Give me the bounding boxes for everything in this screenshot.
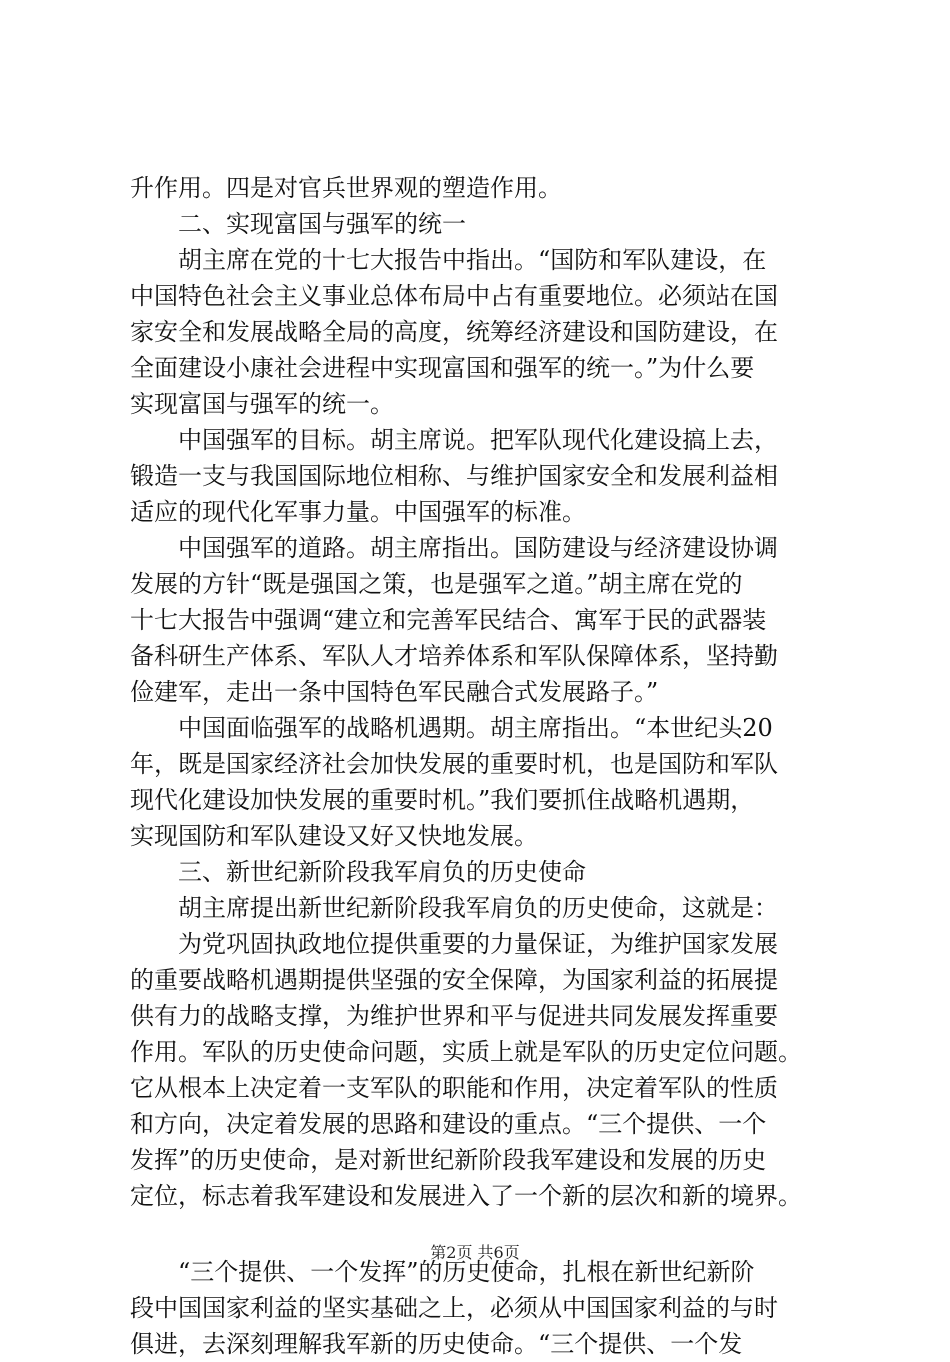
text-line: 它从根本上决定着一支军队的职能和作用，决定着军队的性质 — [130, 1074, 778, 1102]
paragraph — [130, 710, 845, 854]
text-line: 俱进，去深刻理解我军新的历史使命。“三个提供、一个发 — [130, 1330, 743, 1358]
paragraph — [130, 926, 845, 1214]
text-line: 中国面临强军的战略机遇期。胡主席指出。“本世纪头20 — [178, 714, 773, 742]
paragraph — [130, 890, 845, 926]
text-line: 适应的现代化军事力量。中国强军的标准。 — [130, 498, 586, 526]
text-line: 升作用。四是对官兵世界观的塑造作用。 — [130, 174, 562, 202]
text-line: 年，既是国家经济社会加快发展的重要时机，也是国防和军队 — [130, 750, 778, 778]
text-line: 中国特色社会主义事业总体布局中占有重要地位。必须站在国 — [130, 282, 778, 310]
text-line: 的重要战略机遇期提供坚强的安全保障，为国家利益的拓展提 — [130, 966, 778, 994]
text-line: 中国强军的目标。胡主席说。把军队现代化建设搞上去， — [178, 426, 778, 454]
text-line: 供有力的战略支撑，为维护世界和平与促进共同发展发挥重要 — [130, 1002, 778, 1030]
text-line: 定位，标志着我军建设和发展进入了一个新的层次和新的境界。 — [130, 1182, 802, 1210]
text-line: 俭建军，走出一条中国特色军民融合式发展路子。” — [130, 678, 659, 706]
paragraph — [130, 530, 845, 710]
text-line: 实现国防和军队建设又好又快地发展。 — [130, 822, 538, 850]
text-line: 锻造一支与我国国际地位相称、与维护国家安全和发展利益相 — [130, 462, 778, 490]
text-line: 二、实现富国与强军的统一 — [178, 210, 466, 238]
paragraph — [130, 242, 845, 422]
paragraph — [130, 1254, 845, 1362]
paragraph — [130, 854, 845, 890]
paragraph — [130, 206, 845, 242]
text-line: 十七大报告中强调“建立和完善军民结合、寓军于民的武器装 — [130, 606, 767, 634]
text-line: 全面建设小康社会进程中实现富国和强军的统一。”为什么要 — [130, 354, 755, 382]
text-line: 中国强军的道路。胡主席指出。国防建设与经济建设协调 — [178, 534, 778, 562]
text-line: 实现富国与强军的统一。 — [130, 390, 394, 418]
text-line: 作用。军队的历史使命问题，实质上就是军队的历史定位问题。 — [130, 1038, 802, 1066]
text-line: 发挥”的历史使命，是对新世纪新阶段我军建设和发展的历史 — [130, 1146, 767, 1174]
text-line: 胡主席在党的十七大报告中指出。“国防和军队建设，在 — [178, 246, 767, 274]
page-footer: 第2页 共6页 — [430, 1243, 520, 1262]
text-line: 为党巩固执政地位提供重要的力量保证，为维护国家发展 — [178, 930, 778, 958]
text-line: 和方向，决定着发展的思路和建设的重点。“三个提供、一个 — [130, 1110, 767, 1138]
text-line: 段中国国家利益的坚实基础之上，必须从中国国家利益的与时 — [130, 1294, 778, 1322]
text-line: “三个提供、一个发挥”的历史使命，扎根在新世纪新阶 — [178, 1258, 755, 1286]
text-line: 现代化建设加快发展的重要时机。”我们要抓住战略机遇期， — [130, 786, 755, 814]
text-line: 胡主席提出新世纪新阶段我军肩负的历史使命，这就是： — [178, 894, 778, 922]
paragraph — [130, 422, 845, 530]
text-line: 家安全和发展战略全局的高度，统筹经济建设和国防建设，在 — [130, 318, 778, 346]
paragraph — [130, 170, 845, 206]
text-line: 备科研生产体系、军队人才培养体系和军队保障体系，坚持勤 — [130, 642, 778, 670]
text-line: 发展的方针“既是强国之策，也是强军之道。”胡主席在党的 — [130, 570, 743, 598]
document-body — [130, 170, 845, 1362]
text-line: 三、新世纪新阶段我军肩负的历史使命 — [178, 858, 586, 886]
